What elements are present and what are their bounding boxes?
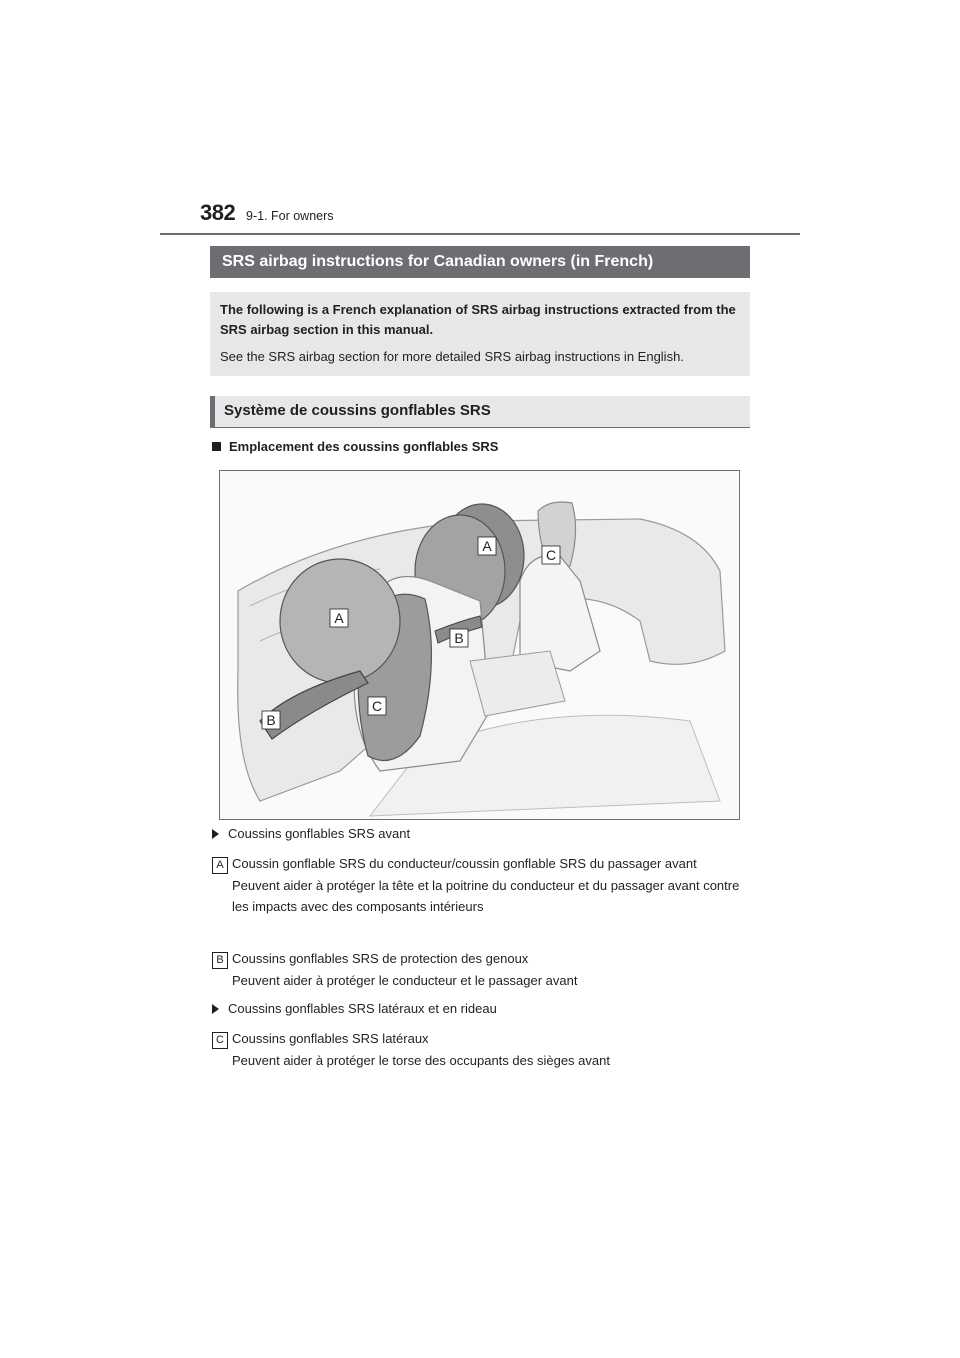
item-b-desc: Peuvent aider à protéger le conducteur et le passager avant — [232, 972, 578, 988]
intro-box — [210, 292, 750, 376]
item-a-desc: Peuvent aider à protéger la tête et la poitrine du conducteur et du passager avant contre les impacts avec des composants intérieurs — [232, 877, 740, 914]
square-bullet-icon — [212, 442, 221, 451]
page-title: SRS airbag instructions for Canadian owners (in French) — [210, 246, 750, 278]
bullet-side-curtain-airbags — [212, 1001, 497, 1016]
airbag-illustration — [219, 470, 740, 820]
figure-label-a-passenger: A — [482, 538, 492, 554]
item-c-desc: Peuvent aider à protéger le torse des occupants des sièges avant — [232, 1052, 610, 1068]
item-c — [232, 1028, 742, 1071]
intro-text-bold: The following is a French explanation of SRS airbag instructions extracted from the SRS airbag section in this manual. — [220, 302, 736, 337]
key-box-a: A — [212, 857, 228, 874]
figure-label-b-passenger: B — [454, 630, 464, 646]
figure-label-b-driver: B — [266, 712, 276, 728]
item-a-title: Coussin gonflable SRS du conducteur/coussin gonflable SRS du passager avant — [232, 856, 697, 871]
figure-label-a-driver: A — [334, 610, 344, 626]
section-heading-text: Emplacement des coussins gonflables SRS — [229, 439, 499, 454]
triangle-bullet-icon — [212, 1004, 219, 1014]
figure-label-c-passenger: C — [545, 547, 557, 563]
section-heading — [212, 439, 498, 454]
item-a — [232, 853, 742, 918]
bullet-front-airbags — [212, 826, 410, 841]
page-number: 382 — [200, 200, 236, 225]
section-label: 9-1. For owners — [246, 209, 334, 223]
item-b-title: Coussins gonflables SRS de protection des genoux — [232, 951, 529, 966]
intro-text: See the SRS airbag section for more detailed SRS airbag instructions in English. — [220, 349, 684, 364]
figure-label-c-driver: C — [371, 698, 383, 714]
section-subtitle: Système de coussins gonflables SRS — [210, 396, 750, 428]
item-c-title: Coussins gonflables SRS latéraux — [232, 1031, 429, 1046]
item-b — [232, 948, 742, 991]
bullet-front-airbags-text: Coussins gonflables SRS avant — [228, 826, 411, 841]
key-box-c: C — [212, 1032, 228, 1049]
bullet-side-curtain-airbags-text: Coussins gonflables SRS latéraux et en rideau — [228, 1001, 497, 1016]
key-box-b: B — [212, 952, 228, 969]
header-rule — [160, 233, 800, 235]
triangle-bullet-icon — [212, 829, 219, 839]
